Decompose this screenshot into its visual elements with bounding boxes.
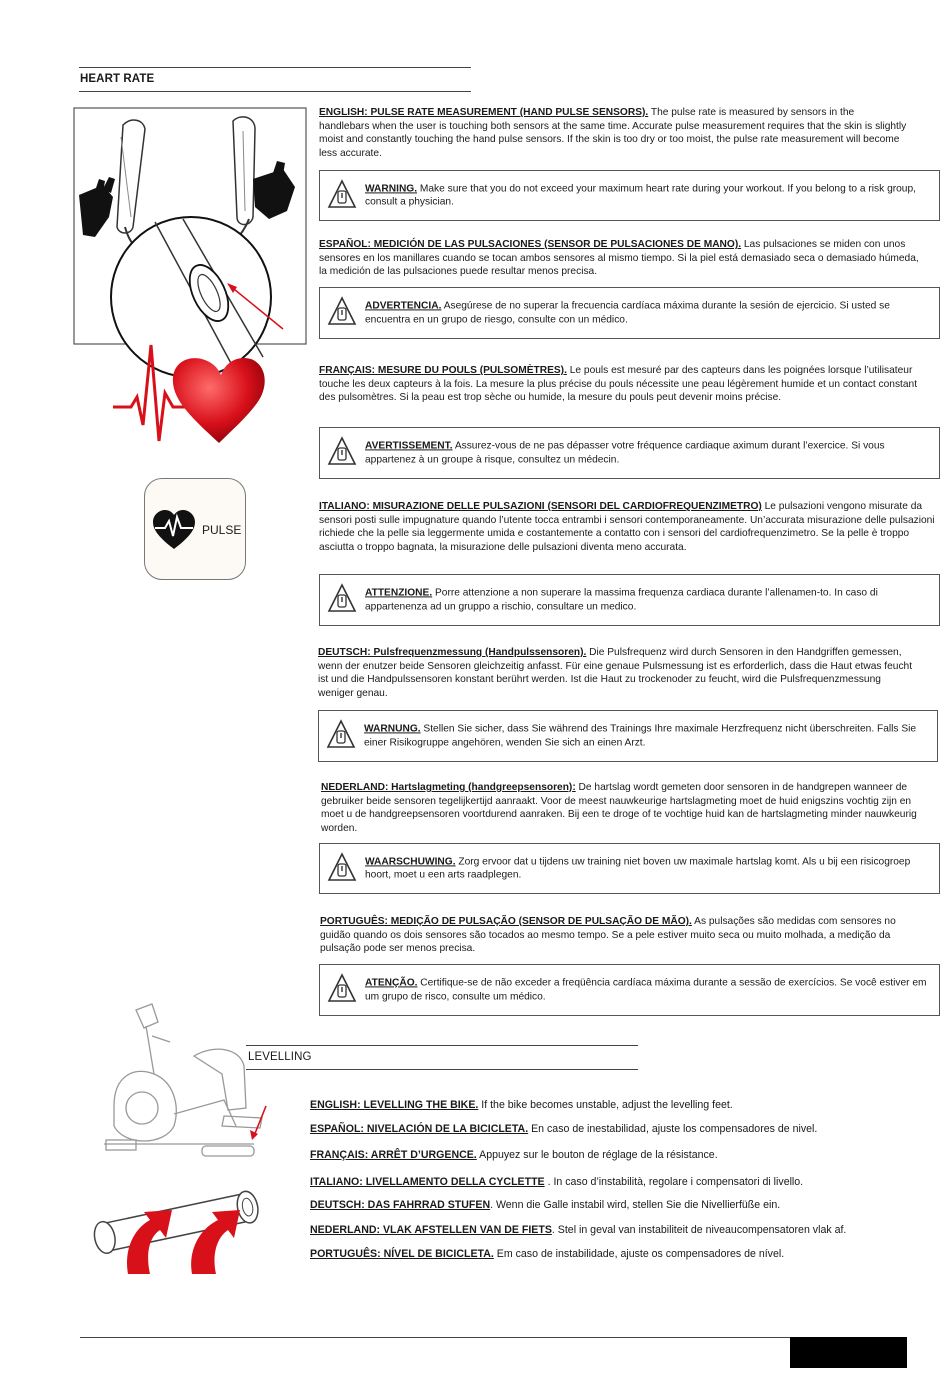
heading-english: ENGLISH: PULSE RATE MEASUREMENT (HAND PULSE SENSORS). [319,107,649,118]
warning-icon [327,852,357,884]
warning-heading-portugues: ATENÇÃO. [365,977,418,989]
heading-deutsch: DEUTSCH: Pulsfrequenzmessung (Handpulssensoren). [318,647,587,658]
warning-icon [327,179,357,211]
section-title-heart-rate: HEART RATE [80,73,155,85]
footer-page-block [790,1337,907,1368]
paragraph-nederland: NEDERLAND: Hartslagmeting (handgreepsensoren): De hartslag wordt gemeten door sensoren in de handgrepen wanneer de gebruiker beide sensoren tegelijkertijd aanraakt. Voor de meest nauwkeurige hartslagmeting moet de huid enigszins vochtig zijn en moet u de handgreepsensoren voortdurend aanraken. Bij een te droge of te vochtige huid kan de hartslagmeting minder nauwkeurig worden. [321,782,917,834]
levelling-item-nederland: NEDERLAND: VLAK AFSTELLEN VAN DE FIETS. Stel in geval van instabiliteit de niveaucompensatoren vlak af. [310,1224,847,1236]
warning-icon [327,973,357,1005]
levelling-item-deutsch: DEUTSCH: DAS FAHRRAD STUFEN. Wenn die Galle instabil wird, stellen Sie die Nivellierfüße ein. [310,1199,781,1211]
paragraph-espanol: ESPAÑOL: MEDICIÓN DE LAS PULSACIONES (SENSOR DE PULSACIONES DE MANO). Las pulsaciones se miden con unos sensores en los manillares cuando se tocan ambos sensores al mismo tiempo. Si la piel está demasiado seca o demasiado húmeda, la medición de las pulsaciones puede resultar menos precisa. [319,239,919,278]
section-title-levelling: LEVELLING [248,1051,312,1063]
warning-heading-italiano: ATTENZIONE. [365,587,433,599]
pulse-button[interactable] [144,478,246,580]
paragraph-deutsch: DEUTSCH: Pulsfrequenzmessung (Handpulssensoren). Die Pulsfrequenz wird durch Sensoren in den Handgriffen gemessen, wenn der enutzer beide Sensoren gleichzeitig anfasst. Für eine genaue Pulsmessung ist es erforderlich, dass die Haut etwas feucht ist und die Handpulssensoren konstant berührt werden. Ist die Haut zu trockenoder zu feucht, wird die Pulsfrequenzmessung weniger genau. [318,647,913,699]
warning-box-portugues: ATENÇÃO. Certifique-se de não exceder a freqüência cardíaca máxima durante a sessão de exercícios. Se você estiver em um grupo de risco, consulte um médico. [319,964,940,1016]
warning-box-deutsch: WARNUNG. Stellen Sie sicher, dass Sie während des Trainings Ihre maximale Herzfrequenz nicht überschreiten. Falls Sie einer Risikogruppe angehören, wenden Sie sich an einen Arzt. [318,710,938,762]
footer-rule [80,1337,790,1338]
pulse-label: PULSE [202,523,242,537]
handlebar-sensor-illustration [73,107,313,447]
warning-box-nederland: WAARSCHUWING. Zorg ervoor dat u tijdens uw training niet boven uw maximale hartslag komt. Als u bij een risicogroep hoort, moet u een arts raadplegen. [319,843,940,894]
paragraph-italiano: ITALIANO: MISURAZIONE DELLE PULSAZIONI (SENSORI DEL CARDIOFREQUENZIMETRO) Le pulsazioni vengono misurate da sensori posti sulle impugnature quando l’utente tocca entrambi i sensori contemporaneamente. Un’accurata misurazione delle pulsazioni richiede che la pelle sia leggermente umida e costantemente a contatto con i sensori del cardiofrequenzimetro. Se la pelle è troppo asciutta o troppo bagnata, la misurazione delle pulsazioni diventa meno accurata. [319,501,935,553]
heading-francais: FRANÇAIS: MESURE DU POULS (PULSOMÈTRES). [319,365,567,376]
warning-icon [327,583,357,615]
levelling-item-english: ENGLISH: LEVELLING THE BIKE. If the bike becomes unstable, adjust the levelling feet. [310,1099,733,1111]
warning-heading-espanol: ADVERTENCIA. [365,300,442,312]
warning-icon [327,296,357,328]
warning-box-francais: AVERTISSEMENT. Assurez-vous de ne pas dépasser votre fréquence cardiaque aximum durant l’exercice. Si vous appartenez à un groupe à risque, consultez un médecin. [319,427,940,479]
top-rule [79,67,471,68]
levelling-top-rule [246,1045,638,1046]
levelling-foot-illustration [88,1178,268,1274]
warning-icon [327,436,357,468]
levelling-item-espanol: ESPAÑOL: NIVELACIÓN DE LA BICICLETA. En caso de inestabilidad, ajuste los compensadores de nivel. [310,1123,818,1135]
levelling-item-francais: FRANÇAIS: ARRÊT D’URGENCE. Appuyez sur le bouton de réglage de la résistance. [310,1149,718,1161]
heading-nederland: NEDERLAND: Hartslagmeting (handgreepsensoren): [321,782,576,793]
levelling-item-portugues: PORTUGUÊS: NÍVEL DE BICICLETA. Em caso de instabilidade, ajuste os compensadores de nível. [310,1248,785,1260]
paragraph-francais: FRANÇAIS: MESURE DU POULS (PULSOMÈTRES). Le pouls est mesuré par des capteurs dans les poignées lorsque l’utilisateur touche les deux capteurs à la fois. La mesure la plus précise du pouls nécessite une peau légèrement humide et un contact constant des pulsomètres. Si la peau est trop sèche ou humide, la mesure du pouls peut devenir moins précise. [319,365,918,404]
warning-heading-francais: AVERTISSEMENT. [365,440,453,452]
levelling-rule [246,1069,638,1070]
paragraph-portugues: PORTUGUÊS: MEDIÇÃO DE PULSAÇÃO (SENSOR DE PULSAÇÃO DE MÃO). As pulsações são medidas com sensores no guidão quando os dois sensores são tocados ao mesmo tempo. Se a pele estiver muito seca ou muito molhada, a medição da pulsação pode ser menos precisa. [320,916,896,955]
heading-espanol: ESPAÑOL: MEDICIÓN DE LAS PULSACIONES (SENSOR DE PULSACIONES DE MANO). [319,239,742,250]
warning-box-english: WARNING. Make sure that you do not exceed your maximum heart rate during your workout. If you belong to a risk group, consult a physician. [319,170,940,221]
heart-pulse-icon [151,509,197,551]
warning-box-italiano: ATTENZIONE. Porre attenzione a non superare la massima frequenza cardiaca durante l’allenamen-to. In caso di appartenenza ad un gruppo a rischio, consultare un medico. [319,574,940,626]
bike-illustration [94,996,270,1170]
warning-heading-english: WARNING. [365,182,418,194]
paragraph-english: ENGLISH: PULSE RATE MEASUREMENT (HAND PULSE SENSORS). The pulse rate is measured by sensors in the handlebars when the user is touching both sensors at the same time. Accurate pulse measurement requires that the skin is slightly moist and constantly touching the hand pulse sensors. If the skin is too dry or too moist, the pulse rate measurement will become less accurate. [319,107,907,159]
heading-portugues: PORTUGUÊS: MEDIÇÃO DE PULSAÇÃO (SENSOR DE PULSAÇÃO DE MÃO). [320,916,692,927]
warning-heading-nederland: WAARSCHUWING. [365,855,456,867]
levelling-item-italiano: ITALIANO: LIVELLAMENTO DELLA CYCLETTE . In caso d’instabilità, regolare i compensatori di livello. [310,1176,804,1188]
heading-italiano: ITALIANO: MISURAZIONE DELLE PULSAZIONI (SENSORI DEL CARDIOFREQUENZIMETRO) [319,501,762,512]
warning-heading-deutsch: WARNUNG. [364,723,421,735]
heart-rate-rule [79,91,471,92]
warning-icon [326,719,356,751]
warning-box-espanol: ADVERTENCIA. Asegúrese de no superar la frecuencia cardíaca máxima durante la sesión de ejercicio. Si usted se encuentra en un grupo de riesgo, consulte con un médico. [319,287,940,339]
